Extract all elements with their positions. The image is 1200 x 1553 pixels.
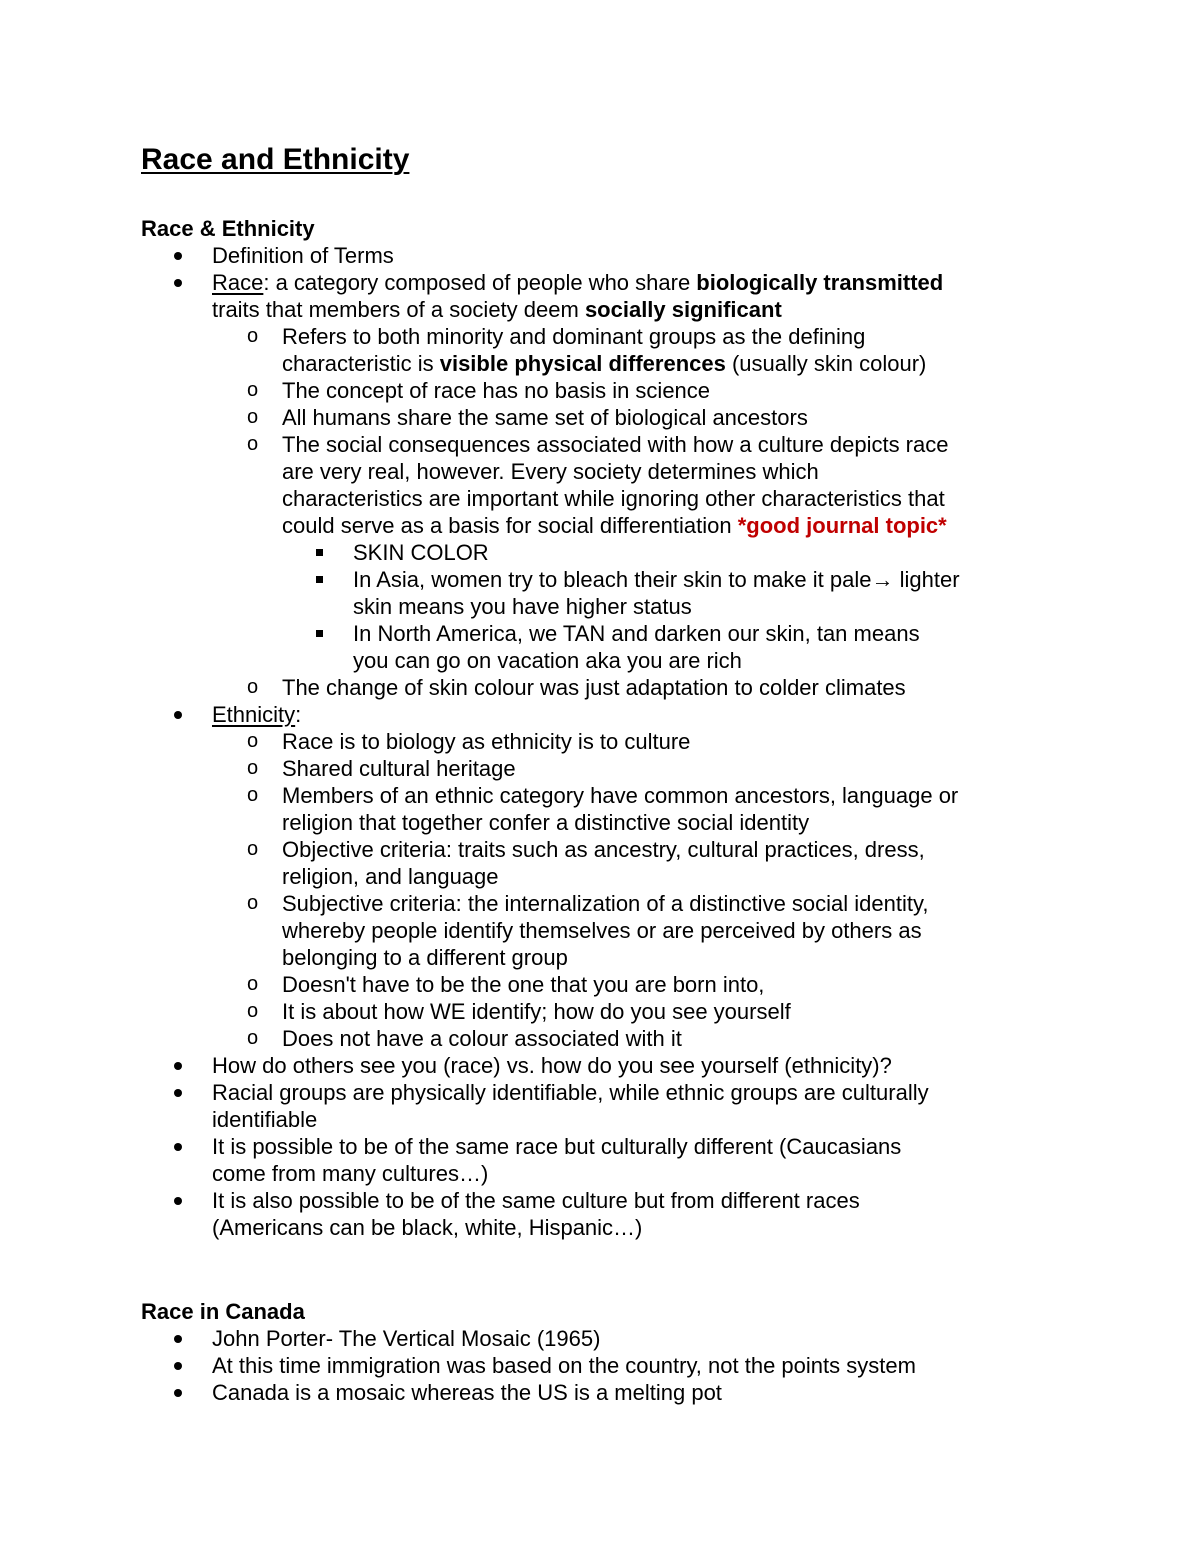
race-definition: Race: a category composed of people who share biologically transmitted traits that members of a society deem socially significant — [0, 269, 1100, 323]
bullet-square-icon — [316, 620, 323, 647]
list-item: In North America, we TAN and darken our skin, tan means you can go on vacation aka you are rich — [0, 620, 1100, 674]
bullet-circle-icon: o — [247, 379, 259, 401]
arrow-right-icon: → — [871, 567, 894, 592]
list-item: SKIN COLOR — [0, 539, 1100, 566]
list-item: o Does not have a colour associated with it — [247, 1026, 682, 1051]
list-item: o Subjective criteria: the internalization of a distinctive social identity, whereby people identify themselves or are perceived by others as belonging to a different group — [247, 891, 929, 970]
section-heading-race-ethnicity: Race & Ethnicity — [141, 216, 315, 241]
race-term: Race — [212, 270, 264, 295]
bullet-dot-icon — [174, 701, 182, 728]
page-title: Race and Ethnicity — [141, 143, 410, 176]
bullet-circle-icon: o — [247, 784, 259, 806]
bullet-dot-icon — [174, 1379, 182, 1406]
bullet-circle-icon: o — [247, 838, 259, 860]
bullet-dot-icon — [174, 269, 182, 296]
list-item: o Race is to biology as ethnicity is to culture — [247, 729, 691, 754]
bullet-circle-icon: o — [247, 676, 259, 698]
race-ethnicity-list — [0, 242, 1100, 1241]
list-item: o Refers to both minority and dominant groups as the defining characteristic is visible physical differences (usually skin colour) — [247, 324, 927, 376]
bullet-dot-icon — [174, 1187, 182, 1214]
list-item: Definition of Terms — [0, 242, 1100, 269]
bullet-dot-icon — [174, 1352, 182, 1379]
list-item: Racial groups are physically identifiable, while ethnic groups are culturally identifiable — [0, 1079, 1100, 1133]
bullet-circle-icon: o — [247, 973, 259, 995]
list-item: It is possible to be of the same race but culturally different (Caucasians come from many cultures…) — [0, 1133, 1100, 1187]
bullet-dot-icon — [174, 1079, 182, 1106]
list-item: At this time immigration was based on the country, not the points system — [0, 1352, 1100, 1379]
bullet-circle-icon: o — [247, 1000, 259, 1022]
list-item: o It is about how WE identify; how do you see yourself — [247, 999, 791, 1024]
ethnicity-term: Ethnicity — [212, 702, 296, 727]
list-item: It is also possible to be of the same culture but from different races (Americans can be black, white, Hispanic…) — [0, 1187, 1100, 1241]
list-item: o Members of an ethnic category have common ancestors, language or religion that together confer a distinctive social identity — [247, 783, 959, 835]
list-item: o The change of skin colour was just adaptation to colder climates — [247, 675, 906, 700]
list-item: o Shared cultural heritage — [247, 756, 516, 781]
list-item: o The social consequences associated with how a culture depicts race are very real, however. Every society determines which characteristics are important while ignoring other characteristics that could serve as a basis for social differentiation *good journal topic* — [247, 432, 949, 538]
bullet-square-icon — [316, 539, 323, 566]
bullet-circle-icon: o — [247, 325, 259, 347]
bullet-circle-icon: o — [247, 757, 259, 779]
list-item: John Porter- The Vertical Mosaic (1965) — [0, 1325, 1100, 1352]
bullet-circle-icon: o — [247, 1027, 259, 1049]
bullet-dot-icon — [174, 1325, 182, 1352]
ethnicity-definition: Ethnicity: — [0, 701, 1100, 728]
list-item: o All humans share the same set of biological ancestors — [247, 405, 808, 430]
list-item: Canada is a mosaic whereas the US is a melting pot — [0, 1379, 1100, 1406]
race-in-canada-list — [0, 1325, 1100, 1406]
bullet-dot-icon — [174, 242, 182, 269]
list-item: In Asia, women try to bleach their skin to make it pale→ lighter skin means you have higher status — [0, 566, 1100, 620]
list-item: o The concept of race has no basis in science — [247, 378, 711, 403]
bullet-circle-icon: o — [247, 433, 259, 455]
list-item: o Doesn't have to be the one that you are born into, — [247, 972, 765, 997]
bullet-circle-icon: o — [247, 406, 259, 428]
section-heading-race-in-canada: Race in Canada — [141, 1299, 305, 1324]
bullet-circle-icon: o — [247, 892, 259, 914]
bullet-dot-icon — [174, 1133, 182, 1160]
list-item: How do others see you (race) vs. how do you see yourself (ethnicity)? — [0, 1052, 1100, 1079]
bullet-square-icon — [316, 566, 323, 593]
list-item: o Objective criteria: traits such as ancestry, cultural practices, dress, religion, and language — [247, 837, 925, 889]
journal-topic-note: *good journal topic* — [737, 513, 947, 538]
bullet-dot-icon — [174, 1052, 182, 1079]
bullet-circle-icon: o — [247, 730, 259, 752]
